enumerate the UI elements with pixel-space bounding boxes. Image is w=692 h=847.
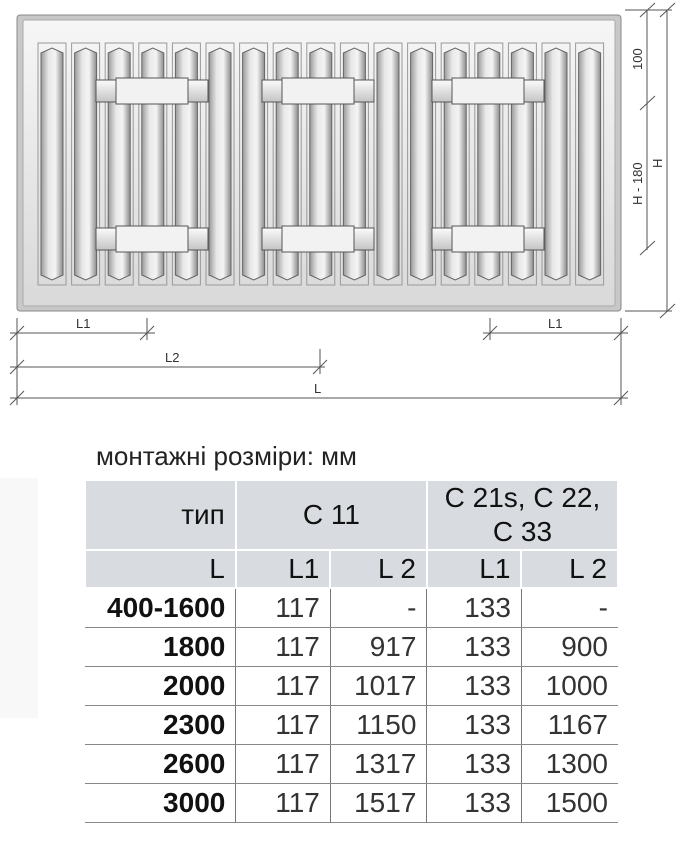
cell-c2x-l2: 1000 <box>521 667 618 706</box>
radiator-fin <box>41 48 63 280</box>
col-c2x-l2: L 2 <box>521 550 618 588</box>
radiator-fin <box>243 48 265 280</box>
dim-l1-right: L1 <box>548 316 563 331</box>
dim-height: H <box>650 158 665 168</box>
mounting-bracket-plate <box>282 226 354 252</box>
cell-c11-l1: 117 <box>236 745 331 784</box>
header-group-c2x-line1: С 21s, С 22, <box>444 482 601 513</box>
cell-c2x-l2: 900 <box>521 628 618 667</box>
cell-c2x-l1: 133 <box>427 628 522 667</box>
table-row <box>85 588 618 628</box>
col-l: L <box>85 550 236 588</box>
radiator-fin <box>411 48 433 280</box>
mounting-dimensions-table <box>84 479 619 823</box>
cell-c2x-l1: 133 <box>427 706 522 745</box>
cell-c11-l2: - <box>330 588 427 628</box>
cell-c11-l2: 1517 <box>330 784 427 823</box>
cell-c11-l1: 117 <box>236 667 331 706</box>
cell-c11-l1: 117 <box>236 784 331 823</box>
cell-c2x-l2: - <box>521 588 618 628</box>
table-header-row <box>85 480 618 550</box>
table-row <box>85 784 618 823</box>
radiator-fin <box>579 48 601 280</box>
cell-c2x-l1: 133 <box>427 588 522 628</box>
radiator-fin <box>545 48 567 280</box>
mounting-bracket-plate <box>452 226 524 252</box>
mounting-bracket-plate <box>116 78 188 104</box>
mounting-bracket-plate <box>452 78 524 104</box>
row-length: 2000 <box>85 667 236 706</box>
cell-c11-l1: 117 <box>236 706 331 745</box>
dim-l1-left: L1 <box>76 316 91 331</box>
row-length: 400-1600 <box>85 588 236 628</box>
table-row <box>85 706 618 745</box>
radiator-fin <box>377 48 399 280</box>
table-subheader-row <box>85 550 618 588</box>
table-row <box>85 745 618 784</box>
cell-c2x-l1: 133 <box>427 667 522 706</box>
table-row <box>85 667 618 706</box>
mounting-dimensions-title: монтажні розміри: мм <box>96 441 357 471</box>
dim-top-offset: 100 <box>630 48 645 70</box>
row-length: 1800 <box>85 628 236 667</box>
header-group-c2x-line2: С 33 <box>492 516 553 547</box>
col-c11-l1: L1 <box>236 550 331 588</box>
mounting-bracket-plate <box>282 78 354 104</box>
row-length: 3000 <box>85 784 236 823</box>
cell-c11-l1: 117 <box>236 588 331 628</box>
header-group-c2x <box>427 480 618 550</box>
row-length: 2300 <box>85 706 236 745</box>
cell-c2x-l1: 133 <box>427 745 522 784</box>
dim-length: L <box>314 381 322 396</box>
cell-c11-l1: 117 <box>236 628 331 667</box>
cell-c11-l2: 917 <box>330 628 427 667</box>
col-c11-l2: L 2 <box>330 550 427 588</box>
col-c2x-l1: L1 <box>427 550 522 588</box>
row-length: 2600 <box>85 745 236 784</box>
dim-l2: L2 <box>165 350 180 365</box>
table-row <box>85 628 618 667</box>
mounting-bracket-plate <box>116 226 188 252</box>
radiator-fin <box>75 48 97 280</box>
header-group-c11: С 11 <box>236 480 427 550</box>
cell-c11-l2: 1317 <box>330 745 427 784</box>
cell-c2x-l2: 1500 <box>521 784 618 823</box>
header-type: тип <box>85 480 236 550</box>
cell-c2x-l2: 1167 <box>521 706 618 745</box>
cell-c2x-l2: 1300 <box>521 745 618 784</box>
radiator-diagram <box>0 0 692 420</box>
radiator-fin <box>209 48 231 280</box>
cell-c2x-l1: 133 <box>427 784 522 823</box>
background-watermark <box>0 478 38 718</box>
cell-c11-l2: 1017 <box>330 667 427 706</box>
dim-middle: H - 180 <box>630 162 645 205</box>
cell-c11-l2: 1150 <box>330 706 427 745</box>
